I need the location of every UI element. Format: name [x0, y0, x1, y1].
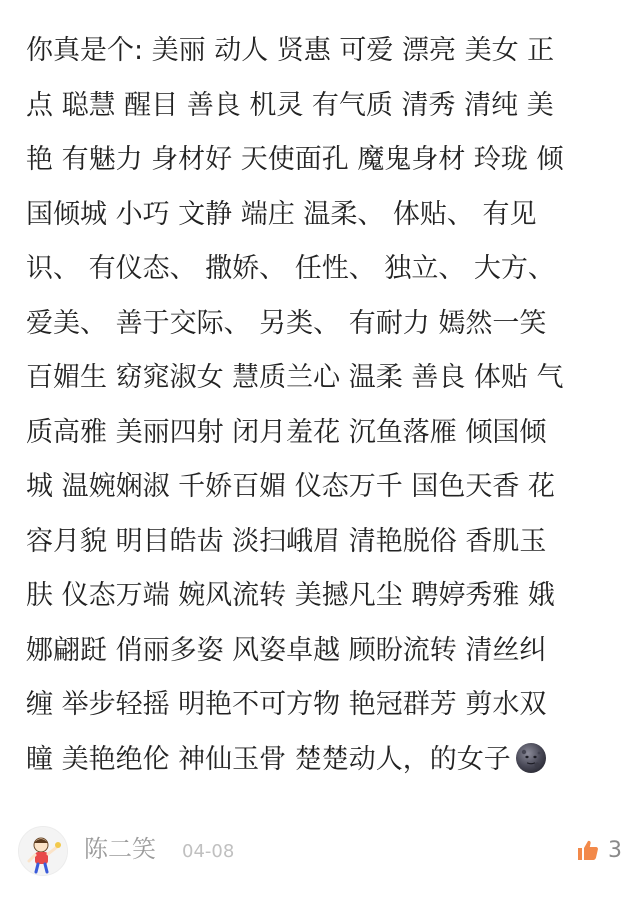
comment-line: 你真是个: 美丽 动人 贤惠 可爱 漂亮 美女 正 — [26, 35, 555, 66]
comment-line: 爱美、 善于交际、 另类、 有耐力 嫣然一笑 — [26, 307, 547, 339]
comment-line: 肤 仪态万端 婉风流转 美撼凡尘 聘婷秀雅 娥 — [26, 580, 555, 611]
new-moon-face-emoji — [515, 742, 547, 774]
post-date: 04-08 — [182, 841, 235, 862]
comment-line: 国倾城 小巧 文静 端庄 温柔、 体贴、 有见 — [26, 198, 537, 230]
thumbs-up-icon — [576, 838, 600, 862]
comment-last-line-row — [26, 733, 616, 788]
cartoon-avatar-icon — [19, 827, 68, 876]
comment-line: 识、 有仪态、 撒娇、 任性、 独立、 大方、 — [26, 253, 555, 284]
like-button[interactable] — [572, 832, 628, 868]
comment-line: 容月貌 明目皓齿 淡扫峨眉 清艳脱俗 香肌玉 — [26, 525, 547, 557]
comment-line: 瞳 美艳绝伦 神仙玉骨 楚楚动人，的女子 — [26, 743, 511, 775]
comment-line: 质高雅 美丽四射 闭月羞花 沉鱼落雁 倾国倾 — [26, 416, 547, 448]
comment-line: 艳 有魅力 身材好 天使面孔 魔鬼身材 玲珑 倾 — [26, 144, 564, 175]
user-avatar[interactable] — [18, 826, 68, 876]
comment-line: 缠 举步轻摇 明艳不可方物 艳冠群芳 剪水双 — [26, 689, 547, 720]
comment-footer — [0, 820, 640, 884]
comment-line: 娜翩跹 俏丽多姿 风姿卓越 顾盼流转 清丝纠 — [26, 634, 547, 666]
like-count: 3 — [608, 838, 622, 863]
username[interactable]: 陈二笑 — [84, 835, 156, 863]
comment-body — [26, 24, 616, 787]
comment-line: 城 温婉娴淑 千娇百媚 仪态万千 国色天香 花 — [26, 471, 555, 502]
divider — [0, 800, 640, 801]
comment-line: 百媚生 窈窕淑女 慧质兰心 温柔 善良 体贴 气 — [26, 362, 564, 393]
comment-line: 点 聪慧 醒目 善良 机灵 有气质 清秀 清纯 美 — [26, 89, 554, 121]
